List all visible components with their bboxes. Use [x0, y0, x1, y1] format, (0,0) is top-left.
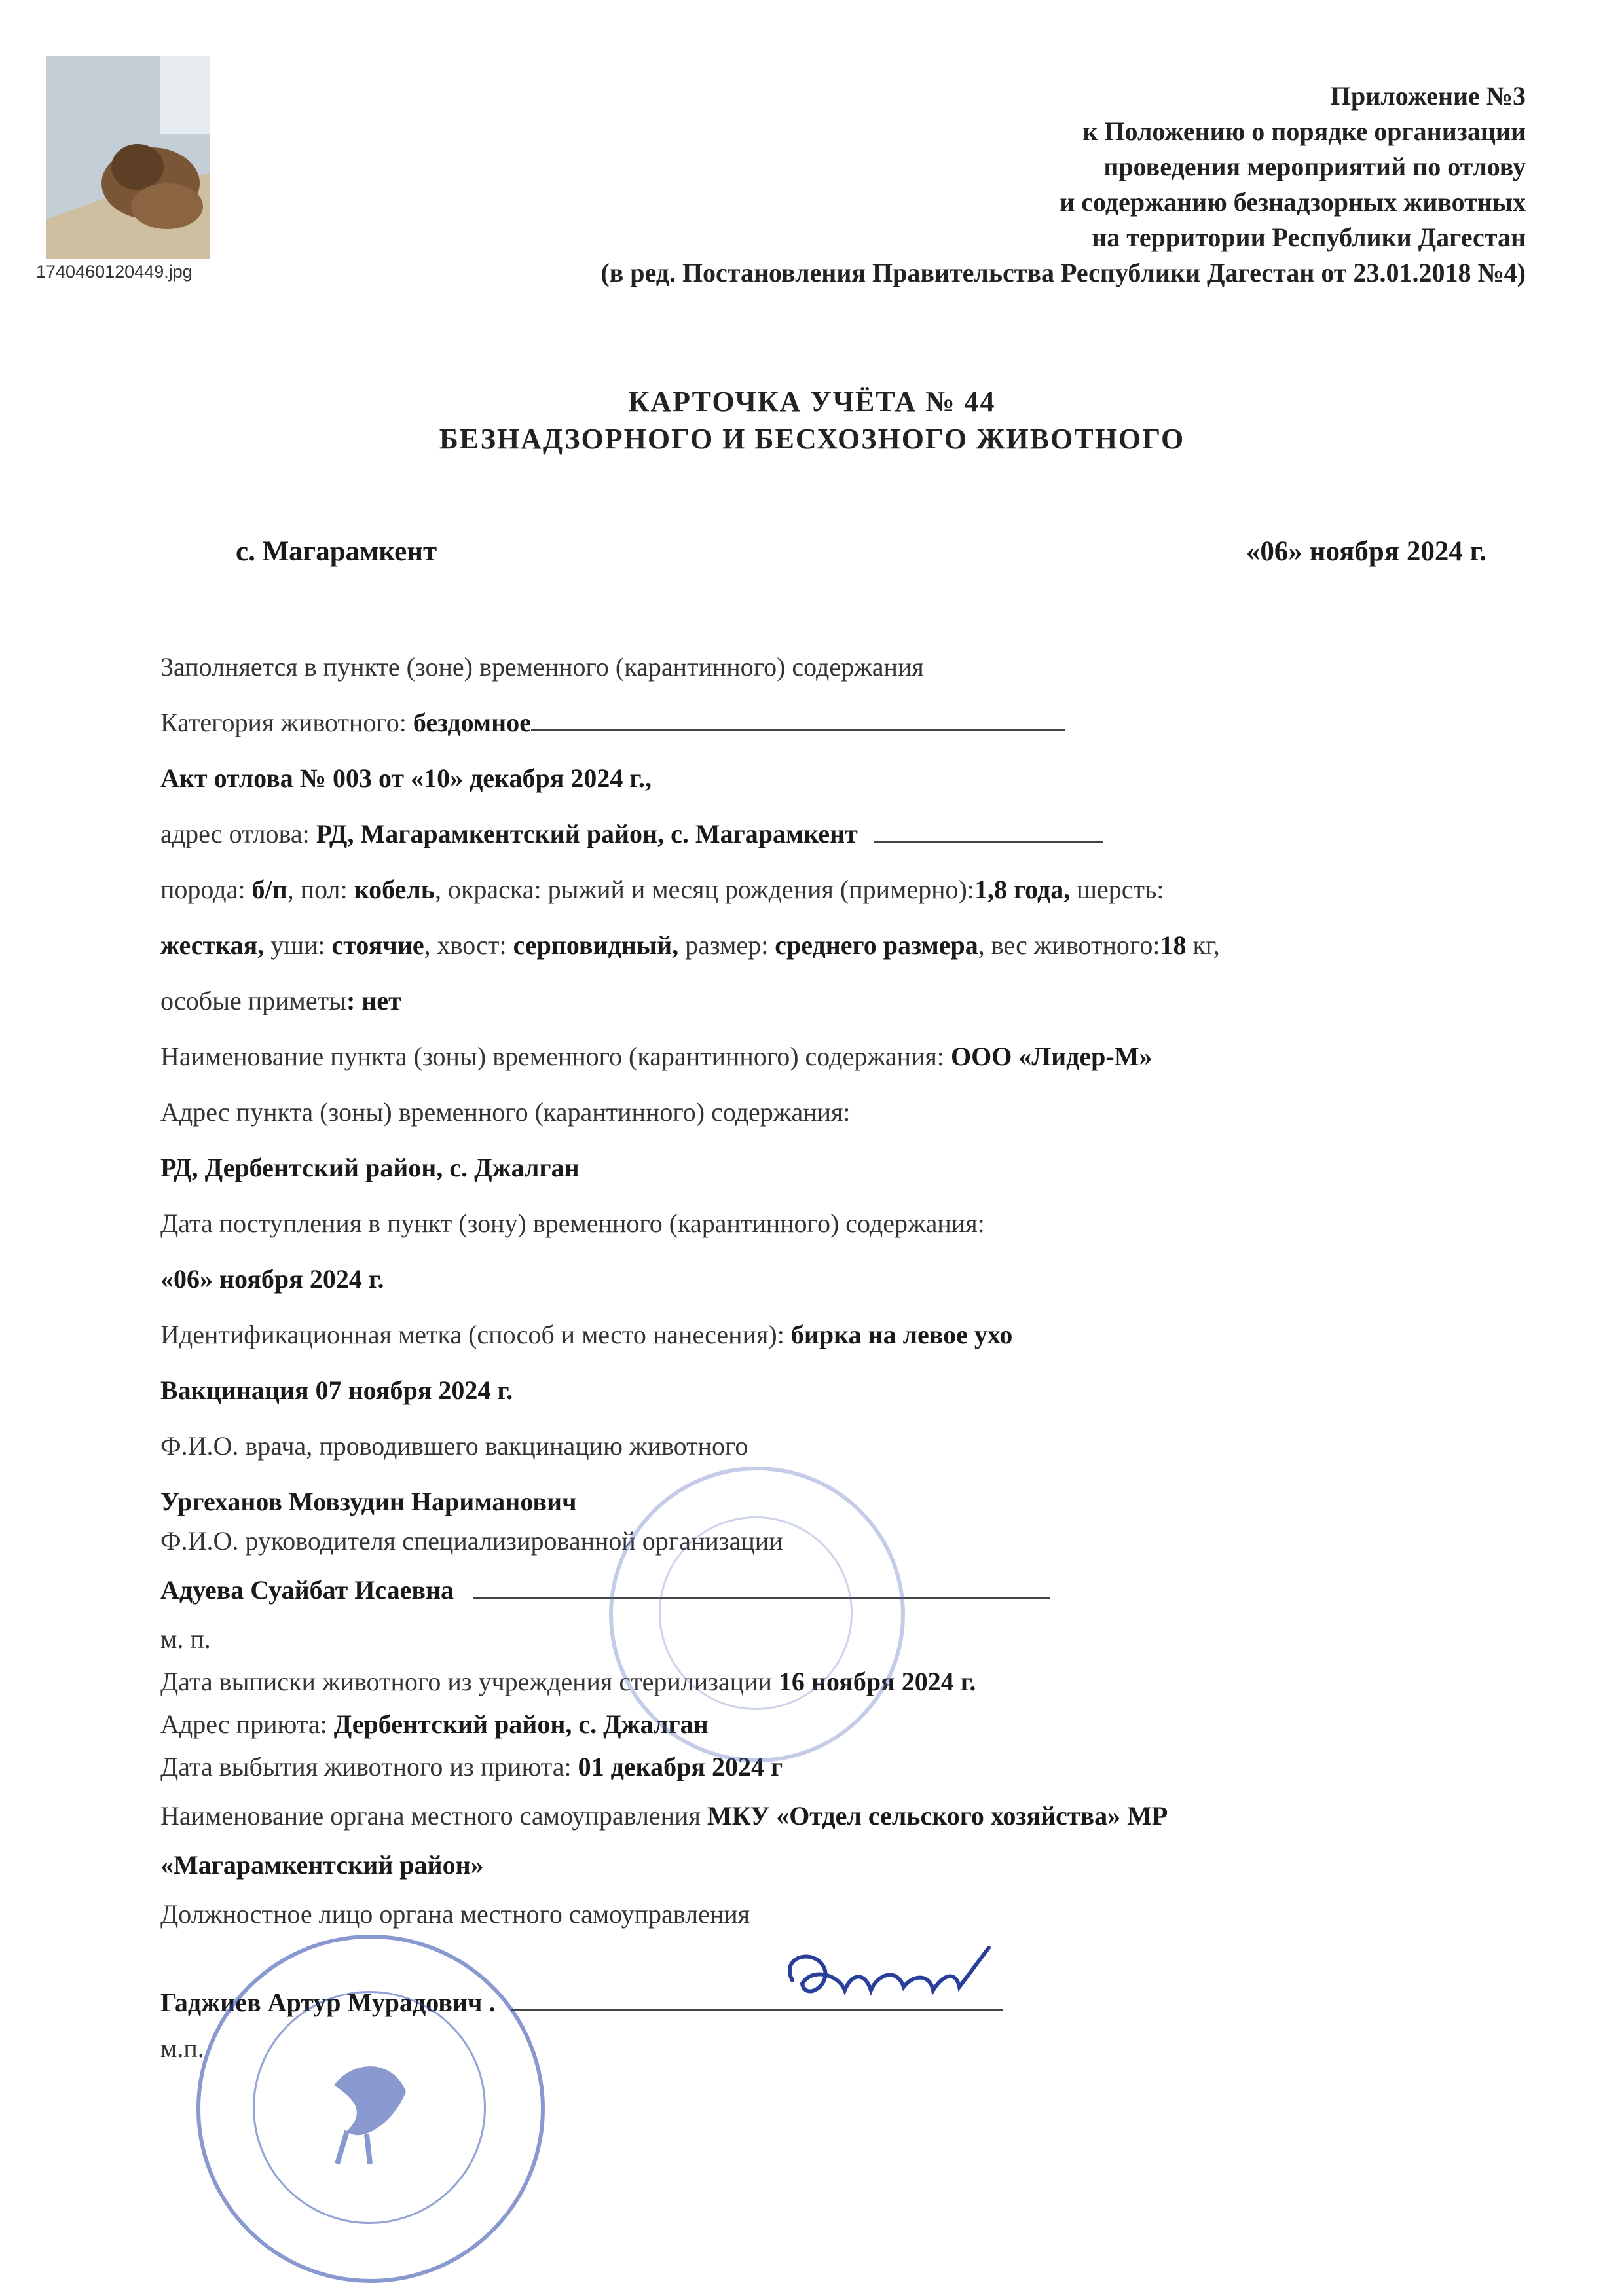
- official-label: Должностное лицо органа местного самоуправления: [160, 1899, 750, 1929]
- tail-value: серповидный,: [513, 930, 679, 960]
- authority-line: [160, 1800, 1168, 1831]
- appendix-line: (в ред. Постановления Правительства Республики Дагестан от 23.01.2018 №4): [600, 258, 1526, 287]
- vet-name: [160, 1486, 577, 1517]
- appendix-line: на территории Республики Дагестан: [1092, 223, 1526, 252]
- appendix-line: и содержанию безнадзорных животных: [1060, 187, 1526, 217]
- admission-date-value: [160, 1264, 384, 1294]
- stamp-place-1: м. п.: [160, 1624, 211, 1654]
- shelter-name-value: ООО «Лидер-М»: [950, 1042, 1153, 1071]
- card-date: «06» ноября 2024 г.: [1246, 536, 1486, 567]
- municipal-stamp: [196, 1935, 545, 2283]
- sex-label: , пол:: [287, 875, 354, 904]
- shelter-address-text: РД, Дербентский район, с. Джалган: [160, 1153, 580, 1182]
- color-age-label: , окраска: рыжий и месяц рождения (примерно):: [434, 875, 974, 904]
- card-subtitle: БЕЗНАДЗОРНОГО И БЕСХОЗНОГО ЖИВОТНОГО: [439, 423, 1185, 455]
- size-label: размер:: [678, 930, 775, 960]
- tail-label: , хвост:: [424, 930, 513, 960]
- fur-value: жесткая,: [160, 930, 265, 960]
- appendix-line: к Положению о порядке организации: [1082, 117, 1526, 146]
- shelter-line: [160, 1709, 709, 1740]
- appendix-line: проведения мероприятий по отлову: [1103, 152, 1526, 181]
- weight-unit: кг,: [1186, 930, 1220, 960]
- admission-date-text: «06» ноября 2024 г.: [160, 1264, 384, 1294]
- director-name: Адуева Суайбат Исаевна: [160, 1575, 454, 1605]
- fur-line: [160, 930, 1220, 960]
- admission-date-label: Дата поступления в пункт (зону) временного (карантинного) содержания:: [160, 1209, 985, 1238]
- capture-address-value: РД, Магарамкентский район, с. Магарамкент: [316, 819, 858, 848]
- appendix-header: [600, 79, 1526, 291]
- weight-value: 18: [1160, 930, 1187, 960]
- departure-value: 01 декабря 2024 г: [578, 1752, 783, 1781]
- shelter-address-label: Адрес пункта (зоны) временного (карантинного) содержания:: [160, 1097, 851, 1127]
- director-label: Ф.И.О. руководителя специализированной организации: [160, 1526, 783, 1556]
- sex-value: кобель: [354, 875, 435, 904]
- marks-value: : нет: [346, 986, 401, 1015]
- authority-line-2: [160, 1850, 484, 1880]
- capture-address-line: [160, 818, 1103, 849]
- marks-line: [160, 985, 401, 1016]
- emblem-icon: [196, 1935, 537, 2275]
- id-mark-line: [160, 1319, 1012, 1350]
- category-line: [160, 707, 1065, 738]
- breed-value: б/п: [251, 875, 287, 904]
- vaccination-value: Вакцинация 07 ноября 2024 г.: [160, 1376, 513, 1405]
- animal-photo: [46, 56, 210, 259]
- shelter-name-line: [160, 1041, 1152, 1072]
- vet-name-text: Ургеханов Мовзудин Нариманович: [160, 1487, 577, 1516]
- departure-label: Дата выбытия животного из приюта:: [160, 1752, 578, 1781]
- appendix-line: Приложение №3: [1330, 81, 1526, 111]
- dog-photo-image: [46, 56, 210, 259]
- ears-value: стоячие: [331, 930, 424, 960]
- ears-label: уши:: [264, 930, 332, 960]
- category-label: Категория животного:: [160, 708, 413, 737]
- authority-label: Наименование органа местного самоуправления: [160, 1801, 707, 1831]
- weight-label: , вес животного:: [978, 930, 1160, 960]
- underline: [531, 729, 1065, 731]
- departure-line: [160, 1751, 783, 1782]
- breed-line: [160, 874, 1164, 905]
- capture-act-value: Акт отлова № 003 от «10» декабря 2024 г.,: [160, 763, 652, 793]
- underline: [874, 841, 1103, 843]
- authority-value: МКУ «Отдел сельского хозяйства» МР: [707, 1801, 1168, 1831]
- photo-caption: 1740460120449.jpg: [36, 262, 193, 282]
- breed-label: порода:: [160, 875, 252, 904]
- size-value: среднего размера: [775, 930, 978, 960]
- discharge-value: 16 ноября 2024 г.: [778, 1667, 976, 1696]
- vet-label: Ф.И.О. врача, проводившего вакцинацию животного: [160, 1431, 748, 1461]
- discharge-label: Дата выписки животного из учреждения стерилизации: [160, 1667, 779, 1696]
- official-name: Гаджиев Артур Мурадович .: [160, 1988, 496, 2017]
- category-value: бездомное: [413, 708, 531, 737]
- id-mark-value: бирка на левое ухо: [790, 1320, 1013, 1349]
- shelter-label: Адрес приюта:: [160, 1709, 334, 1739]
- shelter-address-value: [160, 1152, 580, 1183]
- shelter-value: Дербентский район, с. Джалган: [333, 1709, 709, 1739]
- stamp-place-2: м.п.: [160, 2033, 204, 2063]
- fill-location-note: Заполняется в пункте (зоне) временного (карантинного) содержания: [160, 652, 924, 682]
- director-line: [160, 1575, 1050, 1605]
- capture-act: [160, 763, 652, 793]
- organization-stamp: [609, 1467, 905, 1762]
- shelter-name-label: Наименование пункта (зоны) временного (карантинного) содержания:: [160, 1042, 951, 1071]
- marks-label: особые приметы: [160, 986, 346, 1015]
- age-value: 1,8 года,: [974, 875, 1071, 904]
- place: с. Магарамкент: [236, 536, 437, 567]
- card-title: КАРТОЧКА УЧЁТА № 44: [628, 386, 996, 418]
- vaccination-line: [160, 1375, 513, 1406]
- signature-icon: [766, 1935, 1015, 2020]
- id-mark-label: Идентификационная метка (способ и место нанесения):: [160, 1320, 791, 1349]
- capture-address-label: адрес отлова:: [160, 819, 316, 848]
- authority-value-2: «Магарамкентский район»: [160, 1850, 484, 1880]
- fur-label: шерсть:: [1070, 875, 1164, 904]
